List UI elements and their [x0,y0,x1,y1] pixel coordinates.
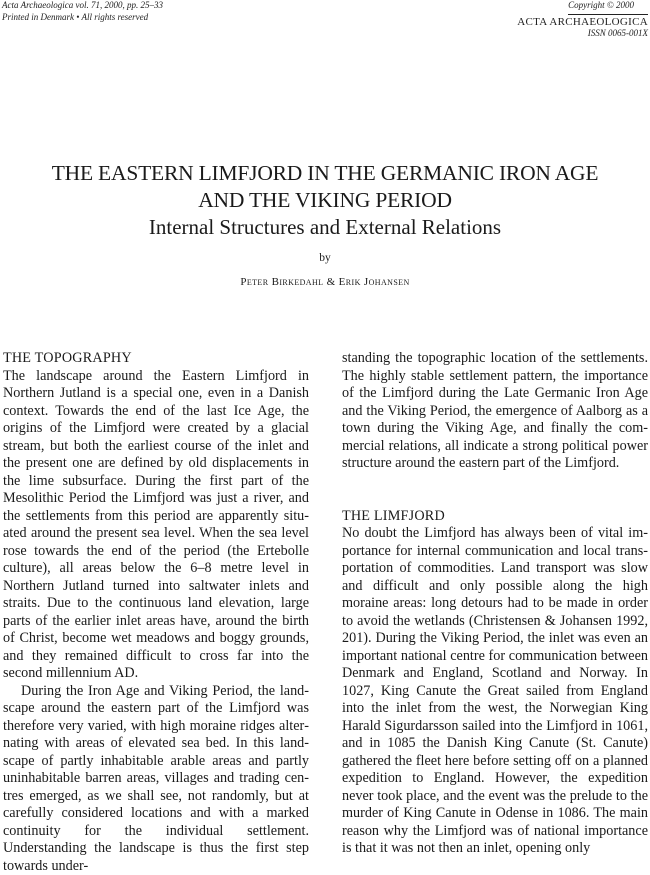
citation-line: Acta Archaeologica vol. 71, 2000, pp. 25–33 [2,0,163,12]
issn: ISSN 0065-001X [517,28,648,40]
paragraph: The landscape around the Eastern Limfjord in Northern Jutland is a special one, even in a Danish context. Towards the end of the last Ice Age, the origins of the Limfjord were created by a glacial stream, but both the earliest course of the inlet and the present one are defined by old displacements in the lime subsurface. During the first part of the Mesolithic Period the Limfjord was just a river, and the settlements from this period are apparently situated around the present sea level. When the sea level rose towards the end of the period (the Ertebolle culture), all areas below the 6–8 metre level in Northern Jutland turned into saltwater inlets and straits. Due to the continuous land elevation, large parts of the earlier inlet areas have, around the birth of Christ, become wet meadows and boggy grounds, and they remained difficult to cross far into the second millennium AD. [3,368,309,683]
right-column [342,350,648,858]
paragraph: standing the topographic location of the settlements. The highly stable settlement pattern, the importance of the Limfjord during the Late Germanic Iron Age and the Viking Period, the emergence of Aalborg as a town during the Viking Age, and finally the commercial relations, all indicate a strong political power structure around the eastern part of the Limfjord. [342,350,648,473]
authors: Peter Birkedahl & Erik Johansen [0,276,650,288]
journal-name: ACTA ARCHAEOLOGICA [517,17,648,29]
section-heading-topography: THE TOPOGRAPHY [3,350,309,368]
left-column [3,350,309,875]
article-title-line-2: AND THE VIKING PERIOD [0,187,650,214]
copyright-line: Copyright © 2000 [568,0,648,15]
by-line: by [0,252,650,264]
article-subtitle: Internal Structures and External Relations [0,214,650,240]
paragraph: During the Iron Age and Viking Period, the landscape around the eastern part of the Limfjord was therefore very varied, with high moraine ridges alternating with areas of elevated sea bed. In this landscape of partly inhabitable arable areas and partly uninhabitable barren areas, villages and trading centres emerged, as we shall see, not randomly, but at carefully considered locations and with a marked continuity for the individual settlement. Understanding the landscape is thus the first step towards under- [3,683,309,875]
section-heading-limfjord: THE LIMFJORD [342,508,648,526]
journal-citation-header [2,0,163,23]
journal-info-header [517,0,648,40]
printed-line: Printed in Denmark • All rights reserved [2,12,163,24]
article-title-line-1: THE EASTERN LIMFJORD IN THE GERMANIC IRON AGE [0,160,650,187]
paragraph: No doubt the Limfjord has always been of vital importance for internal communication and local transportation of commodities. Land transport was slow and difficult and only possible along the high moraine areas: long detours had to be made in order to avoid the wetlands (Christensen & Johansen 1992, 201). During the Viking Period, the inlet was even an important national centre for communication between Denmark and England, Scotland and Norway. In 1027, King Canute the Great sailed from England into the inlet from the west, the Norwegian King Harald Sigurdarsson sailed into the Limfjord in 1061, and in 1085 the Danish King Canute (St. Canute) gathered the fleet here before setting off on a planned expedition to England. However, the expedition never took place, and the event was the prelude to the murder of King Canute in Odense in 1086. The main reason why the Limfjord was of national importance is that it was not then an inlet, opening only [342,525,648,858]
title-block [0,160,650,288]
